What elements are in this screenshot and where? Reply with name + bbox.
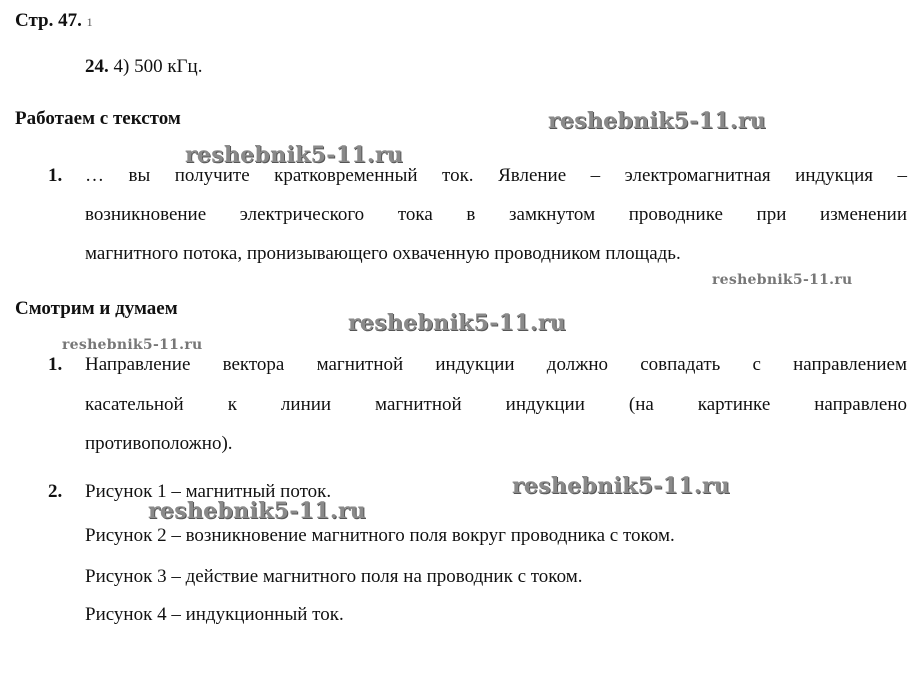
watermark: reshebnik5-11.ru bbox=[712, 272, 853, 288]
s2-item2-line2: Рисунок 2 – возникновение магнитного поля вокруг проводника с током. bbox=[85, 525, 675, 546]
watermark: reshebnik5-11.ru bbox=[185, 142, 404, 168]
page-number bbox=[15, 10, 93, 32]
page-label-text: Стр. 47. bbox=[15, 10, 82, 31]
watermark: reshebnik5-11.ru bbox=[148, 498, 367, 524]
answer-24-text: 4) 500 кГц. bbox=[113, 56, 203, 77]
watermark: reshebnik5-11.ru bbox=[62, 337, 203, 353]
section-heading-look-and-think: Смотрим и думаем bbox=[15, 298, 178, 319]
watermark: reshebnik5-11.ru bbox=[548, 108, 767, 134]
s2-item2-line4: Рисунок 4 – индукционный ток. bbox=[85, 604, 344, 625]
s1-item1-line3: магнитного потока, пронизывающего охваченную проводником площадь. bbox=[85, 243, 681, 264]
watermark: reshebnik5-11.ru bbox=[512, 473, 731, 499]
s2-item1-line3: противоположно). bbox=[85, 433, 233, 454]
s2-item1-number: 1. bbox=[48, 354, 63, 375]
page-mark: 1 bbox=[86, 15, 93, 29]
s2-item2-number: 2. bbox=[48, 481, 63, 502]
answer-24 bbox=[85, 56, 202, 78]
watermark: reshebnik5-11.ru bbox=[348, 310, 567, 336]
section-heading-working-with-text: Работаем с текстом bbox=[15, 108, 181, 129]
s2-item1-line1: Направление вектора магнитной индукции должно совпадать с направлением bbox=[85, 354, 907, 375]
answer-24-number: 24. bbox=[85, 56, 109, 77]
s1-item1-line1: … вы получите кратковременный ток. Явление – электромагнитная индукция – bbox=[85, 165, 907, 186]
s2-item2-line3: Рисунок 3 – действие магнитного поля на проводник с током. bbox=[85, 566, 583, 587]
s1-item1-number: 1. bbox=[48, 165, 63, 186]
s1-item1-line2: возникновение электрического тока в замкнутом проводнике при изменении bbox=[85, 204, 907, 225]
s2-item2-line1: Рисунок 1 – магнитный поток. bbox=[85, 481, 332, 502]
s2-item1-line2: касательной к линии магнитной индукции (на картинке направлено bbox=[85, 394, 907, 415]
